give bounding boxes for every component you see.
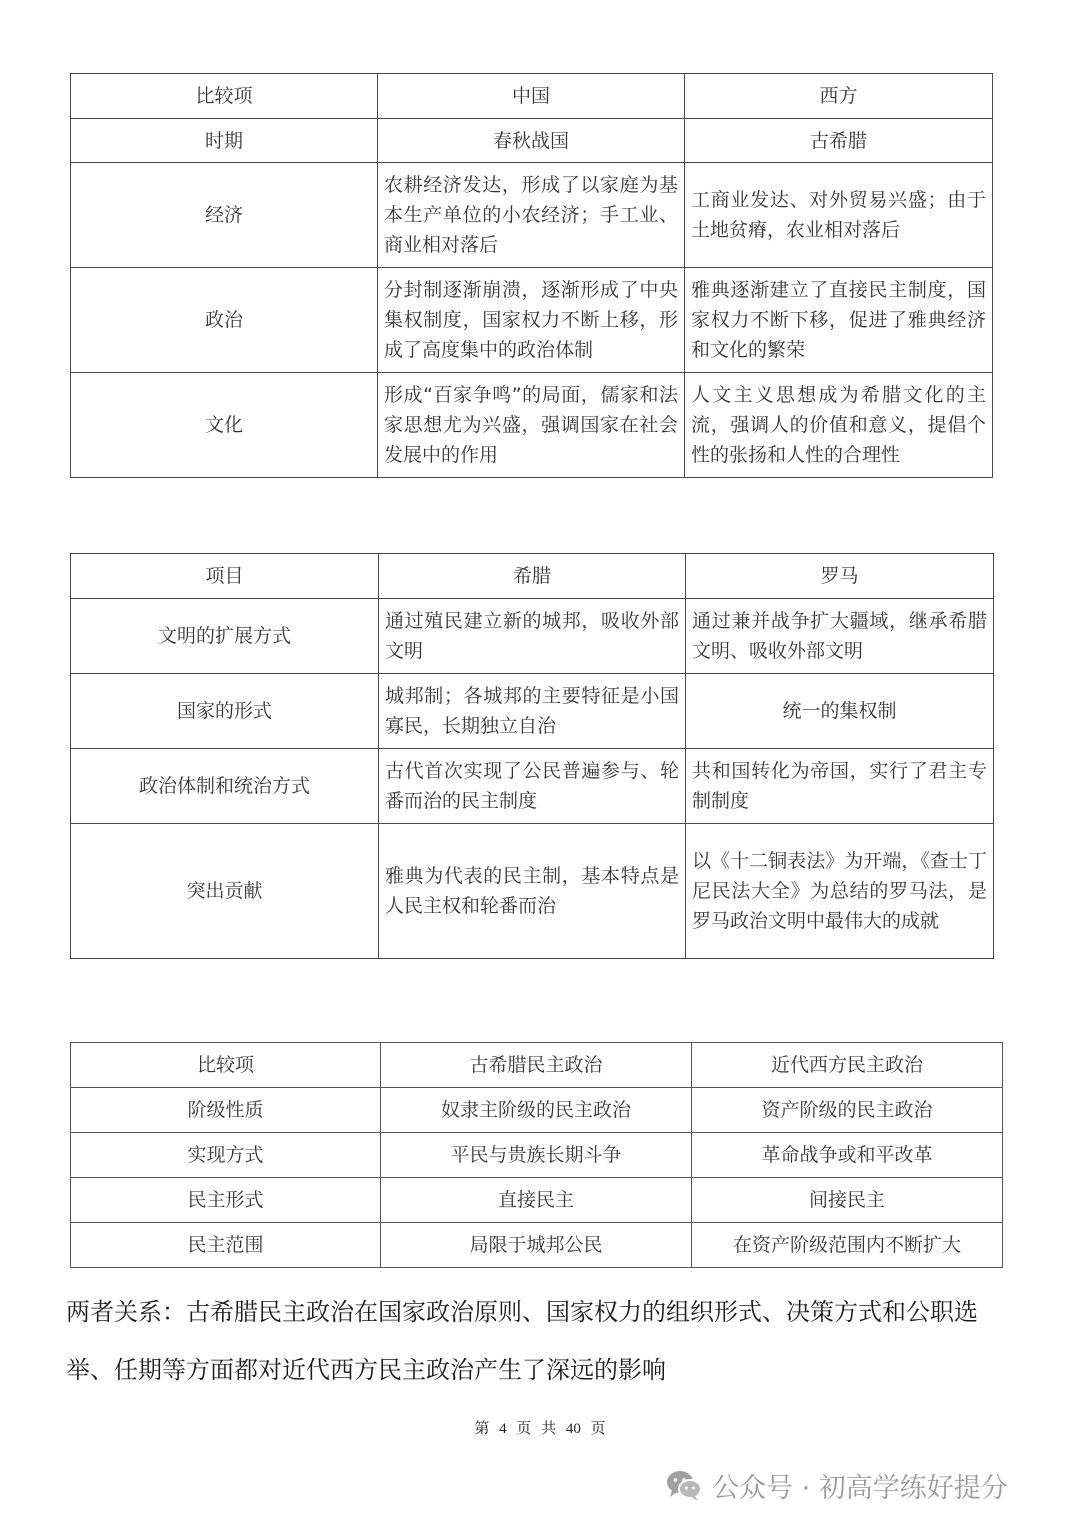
row-label: 经济 — [71, 163, 378, 268]
cell-china: 农耕经济发达，形成了以家庭为基本生产单位的小农经济；手工业、商业相对落后 — [378, 163, 685, 268]
row-label: 实现方式 — [71, 1133, 381, 1178]
table-header-row — [71, 74, 993, 119]
row-label: 国家的形式 — [71, 674, 379, 749]
cell-modern: 资产阶级的民主政治 — [692, 1088, 1003, 1133]
header-cell: 罗马 — [686, 554, 994, 599]
header-cell: 比较项 — [71, 74, 378, 119]
comparison-table-china-west — [70, 73, 993, 478]
watermark-text: 公众号 · 初高学练好提分 — [712, 1472, 1008, 1504]
cell-modern: 革命战争或和平改革 — [692, 1133, 1003, 1178]
relation-paragraph: 两者关系：古希腊民主政治在国家政治原则、国家权力的组织形式、决策方式和公职选举、任期等方面都对近代西方民主政治产生了深远的影响 — [66, 1298, 978, 1384]
table-row — [71, 674, 994, 749]
table-row — [71, 163, 993, 268]
table-header-row — [71, 1043, 1003, 1088]
row-label: 文化 — [71, 373, 378, 478]
table-row — [71, 1178, 1003, 1223]
cell-rome: 统一的集权制 — [686, 674, 994, 749]
row-label: 时期 — [71, 119, 378, 163]
row-label: 突出贡献 — [71, 824, 379, 959]
page-number: 第 4 页 共 40 页 — [474, 1421, 606, 1437]
row-label: 政治 — [71, 268, 378, 373]
header-cell: 项目 — [71, 554, 379, 599]
table-row — [71, 599, 994, 674]
cell-west: 人文主义思想成为希腊文化的主流，强调人的价值和意义，提倡个性的张扬和人性的合理性 — [685, 373, 993, 478]
cell-ancient: 局限于城邦公民 — [381, 1223, 692, 1268]
table-row — [71, 373, 993, 478]
row-label: 民主形式 — [71, 1178, 381, 1223]
cell-china: 形成“百家争鸣”的局面，儒家和法家思想尤为兴盛，强调国家在社会发展中的作用 — [378, 373, 685, 478]
cell-china: 分封制逐渐崩溃，逐渐形成了中央集权制度，国家权力不断上移，形成了高度集中的政治体制 — [378, 268, 685, 373]
cell-greece: 雅典为代表的民主制，基本特点是人民主权和轮番而治 — [379, 824, 686, 959]
row-label: 文明的扩展方式 — [71, 599, 379, 674]
table-row — [71, 1223, 1003, 1268]
cell-rome: 以《十二铜表法》为开端，《查士丁尼民法大全》为总结的罗马法，是罗马政治文明中最伟大的成就 — [686, 824, 994, 959]
header-cell: 中国 — [378, 74, 685, 119]
cell-greece: 古代首次实现了公民普遍参与、轮番而治的民主制度 — [379, 749, 686, 824]
cell-greece: 通过殖民建立新的城邦，吸收外部文明 — [379, 599, 686, 674]
cell-modern: 间接民主 — [692, 1178, 1003, 1223]
cell-greece: 城邦制；各城邦的主要特征是小国寡民，长期独立自治 — [379, 674, 686, 749]
cell-rome: 通过兼并战争扩大疆域，继承希腊文明、吸收外部文明 — [686, 599, 994, 674]
cell-west: 古希腊 — [685, 119, 993, 163]
cell-west: 工商业发达、对外贸易兴盛；由于土地贫瘠，农业相对落后 — [685, 163, 993, 268]
wechat-icon — [664, 1465, 704, 1505]
table-row — [71, 1133, 1003, 1178]
header-cell: 比较项 — [71, 1043, 381, 1088]
row-label: 阶级性质 — [71, 1088, 381, 1133]
table-row — [71, 1088, 1003, 1133]
table-row — [71, 268, 993, 373]
table-header-row — [71, 554, 994, 599]
table-row — [71, 824, 994, 959]
header-cell: 西方 — [685, 74, 993, 119]
cell-china: 春秋战国 — [378, 119, 685, 163]
cell-ancient: 直接民主 — [381, 1178, 692, 1223]
comparison-table-democracy — [70, 1042, 1003, 1268]
cell-modern: 在资产阶级范围内不断扩大 — [692, 1223, 1003, 1268]
table-row — [71, 749, 994, 824]
table-row — [71, 119, 993, 163]
comparison-table-greece-rome — [70, 553, 994, 959]
cell-rome: 共和国转化为帝国，实行了君主专制制度 — [686, 749, 994, 824]
cell-ancient: 平民与贵族长期斗争 — [381, 1133, 692, 1178]
row-label: 民主范围 — [71, 1223, 381, 1268]
watermark — [664, 1462, 1008, 1508]
header-cell: 古希腊民主政治 — [381, 1043, 692, 1088]
header-cell: 希腊 — [379, 554, 686, 599]
cell-west: 雅典逐渐建立了直接民主制度，国家权力不断下移，促进了雅典经济和文化的繁荣 — [685, 268, 993, 373]
cell-ancient: 奴隶主阶级的民主政治 — [381, 1088, 692, 1133]
row-label: 政治体制和统治方式 — [71, 749, 379, 824]
header-cell: 近代西方民主政治 — [692, 1043, 1003, 1088]
